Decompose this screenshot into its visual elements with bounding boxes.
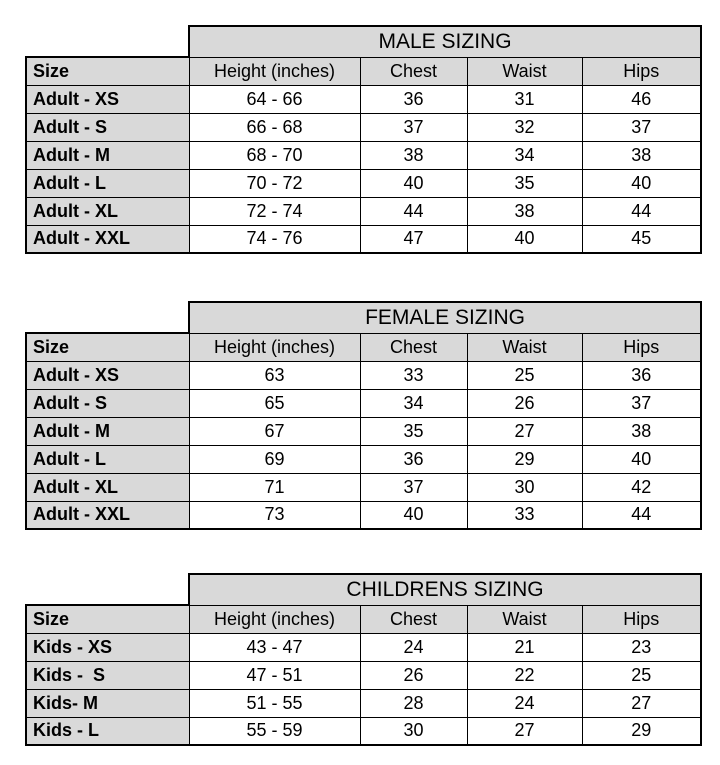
value-cell: 25: [582, 661, 701, 689]
value-cell: 73: [189, 501, 360, 529]
value-cell: 30: [467, 473, 582, 501]
size-label-cell: Adult - XXL: [26, 225, 189, 253]
table-row: [26, 717, 701, 745]
spacer-cell: [26, 302, 189, 333]
value-cell: 34: [360, 389, 467, 417]
value-cell: 44: [582, 197, 701, 225]
male-sizing-table: [25, 25, 702, 254]
column-header-chest: Chest: [360, 333, 467, 361]
value-cell: 22: [467, 661, 582, 689]
column-header-hips: Hips: [582, 57, 701, 85]
female-sizing-section: [25, 301, 700, 530]
value-cell: 35: [467, 169, 582, 197]
table-row: [26, 689, 701, 717]
value-cell: 67: [189, 417, 360, 445]
size-label-cell: Adult - M: [26, 141, 189, 169]
size-label-cell: Adult - S: [26, 113, 189, 141]
value-cell: 38: [360, 141, 467, 169]
childrens-sizing-table: [25, 573, 702, 746]
value-cell: 44: [360, 197, 467, 225]
value-cell: 37: [582, 389, 701, 417]
value-cell: 29: [582, 717, 701, 745]
table-row: [26, 361, 701, 389]
column-header-waist: Waist: [467, 605, 582, 633]
value-cell: 45: [582, 225, 701, 253]
value-cell: 68 - 70: [189, 141, 360, 169]
value-cell: 40: [360, 169, 467, 197]
value-cell: 26: [467, 389, 582, 417]
value-cell: 51 - 55: [189, 689, 360, 717]
table-row: [26, 473, 701, 501]
value-cell: 21: [467, 633, 582, 661]
value-cell: 30: [360, 717, 467, 745]
table-row: [26, 417, 701, 445]
column-header-height-inches: Height (inches): [189, 333, 360, 361]
value-cell: 37: [582, 113, 701, 141]
value-cell: 37: [360, 113, 467, 141]
column-header-height-inches: Height (inches): [189, 57, 360, 85]
value-cell: 27: [467, 417, 582, 445]
value-cell: 69: [189, 445, 360, 473]
spacer-cell: [26, 574, 189, 605]
column-header-waist: Waist: [467, 333, 582, 361]
size-label-cell: Adult - S: [26, 389, 189, 417]
size-label-cell: Kids- M: [26, 689, 189, 717]
size-label-cell: Kids - S: [26, 661, 189, 689]
value-cell: 28: [360, 689, 467, 717]
value-cell: 34: [467, 141, 582, 169]
value-cell: 65: [189, 389, 360, 417]
value-cell: 31: [467, 85, 582, 113]
value-cell: 23: [582, 633, 701, 661]
column-header-size: Size: [26, 605, 189, 633]
table-row: [26, 501, 701, 529]
column-header-size: Size: [26, 57, 189, 85]
value-cell: 38: [467, 197, 582, 225]
value-cell: 70 - 72: [189, 169, 360, 197]
value-cell: 24: [360, 633, 467, 661]
female-sizing-table: [25, 301, 702, 530]
value-cell: 24: [467, 689, 582, 717]
value-cell: 38: [582, 417, 701, 445]
size-label-cell: Adult - L: [26, 169, 189, 197]
value-cell: 37: [360, 473, 467, 501]
value-cell: 55 - 59: [189, 717, 360, 745]
value-cell: 25: [467, 361, 582, 389]
column-header-height-inches: Height (inches): [189, 605, 360, 633]
table-row: [26, 113, 701, 141]
table-row: [26, 389, 701, 417]
size-label-cell: Kids - L: [26, 717, 189, 745]
value-cell: 36: [360, 445, 467, 473]
value-cell: 26: [360, 661, 467, 689]
value-cell: 29: [467, 445, 582, 473]
column-header-chest: Chest: [360, 605, 467, 633]
table-row: [26, 85, 701, 113]
value-cell: 72 - 74: [189, 197, 360, 225]
size-label-cell: Adult - XS: [26, 361, 189, 389]
value-cell: 27: [582, 689, 701, 717]
value-cell: 35: [360, 417, 467, 445]
column-header-hips: Hips: [582, 605, 701, 633]
size-label-cell: Adult - XS: [26, 85, 189, 113]
table-row: [26, 225, 701, 253]
value-cell: 43 - 47: [189, 633, 360, 661]
size-label-cell: Adult - M: [26, 417, 189, 445]
value-cell: 66 - 68: [189, 113, 360, 141]
table-row: [26, 633, 701, 661]
value-cell: 40: [582, 445, 701, 473]
value-cell: 36: [360, 85, 467, 113]
value-cell: 36: [582, 361, 701, 389]
column-header-waist: Waist: [467, 57, 582, 85]
table-row: [26, 197, 701, 225]
value-cell: 74 - 76: [189, 225, 360, 253]
table-row: [26, 169, 701, 197]
size-label-cell: Adult - L: [26, 445, 189, 473]
spacer-cell: [26, 26, 189, 57]
male-sizing-section: [25, 25, 700, 254]
column-header-hips: Hips: [582, 333, 701, 361]
table-row: [26, 445, 701, 473]
value-cell: 71: [189, 473, 360, 501]
value-cell: 40: [360, 501, 467, 529]
value-cell: 40: [467, 225, 582, 253]
value-cell: 33: [360, 361, 467, 389]
value-cell: 38: [582, 141, 701, 169]
value-cell: 32: [467, 113, 582, 141]
size-label-cell: Kids - XS: [26, 633, 189, 661]
value-cell: 63: [189, 361, 360, 389]
value-cell: 64 - 66: [189, 85, 360, 113]
value-cell: 47: [360, 225, 467, 253]
column-header-size: Size: [26, 333, 189, 361]
column-header-chest: Chest: [360, 57, 467, 85]
size-label-cell: Adult - XL: [26, 473, 189, 501]
table-title: FEMALE SIZING: [189, 302, 701, 333]
childrens-sizing-section: [25, 573, 700, 746]
value-cell: 40: [582, 169, 701, 197]
size-label-cell: Adult - XL: [26, 197, 189, 225]
value-cell: 27: [467, 717, 582, 745]
table-title: CHILDRENS SIZING: [189, 574, 701, 605]
value-cell: 42: [582, 473, 701, 501]
size-label-cell: Adult - XXL: [26, 501, 189, 529]
value-cell: 46: [582, 85, 701, 113]
table-row: [26, 661, 701, 689]
value-cell: 33: [467, 501, 582, 529]
value-cell: 47 - 51: [189, 661, 360, 689]
value-cell: 44: [582, 501, 701, 529]
table-row: [26, 141, 701, 169]
table-title: MALE SIZING: [189, 26, 701, 57]
